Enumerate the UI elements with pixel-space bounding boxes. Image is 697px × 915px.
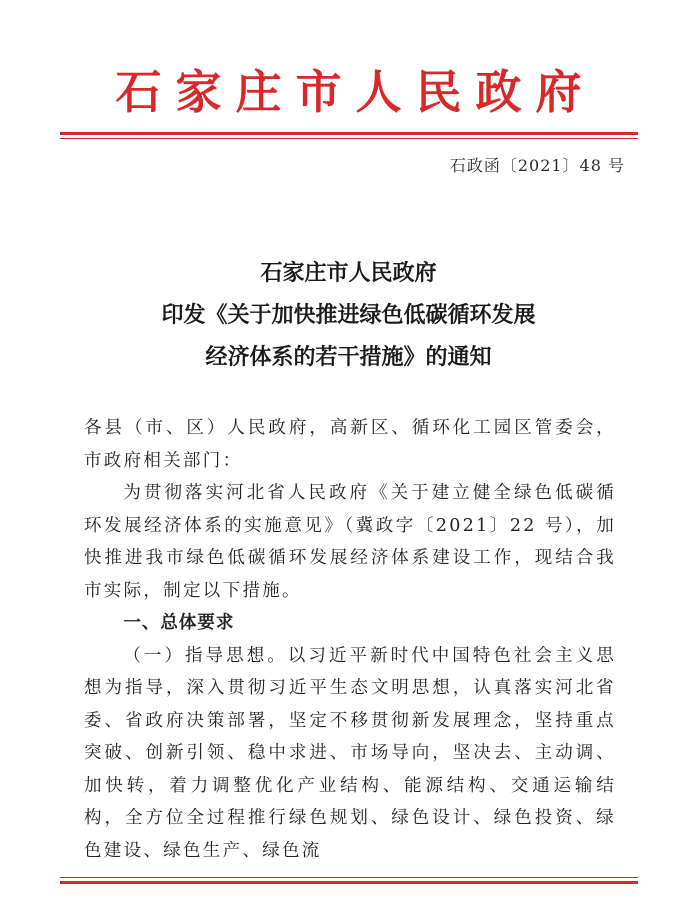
doc-number: 石政函〔2021〕48 号 xyxy=(449,156,625,175)
doc-title-line3: 经济体系的若干措施》的通知 xyxy=(205,344,492,370)
subsection-text: 以习近平新时代中国特色社会主义思想为指导，深入贯彻习近平生态文明思想，认真落实河北省委、省政府决策部署，坚定不移贯彻新发展理念，坚持重点突破、创新引领、稳中求进、市场导向，坚决去、主动调、加快转，着力调整优化产业结构、能源结构、交通运输结构，全方位全过程推行绿色规划、绿色设计、绿色投资、绿色建设、绿色生产、绿色流 xyxy=(84,645,616,861)
doc-title-line2: 印发《关于加快推进绿色低碳循环发展 xyxy=(161,302,536,328)
body-text xyxy=(84,412,616,867)
section-heading: 一、总体要求 xyxy=(123,613,235,633)
doc-title xyxy=(0,252,697,378)
org-name-header: 石家庄市人民政府 xyxy=(115,65,596,119)
header-rule-thin xyxy=(60,138,638,139)
footer-rule-thin xyxy=(60,877,638,878)
doc-title-line1: 石家庄市人民政府 xyxy=(260,260,437,286)
subsection-paragraph xyxy=(84,640,616,868)
footer-rule-thick xyxy=(60,881,638,884)
intro-paragraph: 为贯彻落实河北省人民政府《关于建立健全绿色低碳循环发展经济体系的实施意见》（冀政字〔2021〕22 号），加快推进我市绿色低碳循环发展经济体系建设工作，现结合我市实际，制定以下措施。 xyxy=(84,483,616,601)
subsection-label: （一）指导思想。 xyxy=(123,645,288,666)
salutation: 各县（市、区）人民政府，高新区、循环化工园区管委会，市政府相关部门： xyxy=(84,418,616,471)
header-rule-thick xyxy=(60,132,638,135)
